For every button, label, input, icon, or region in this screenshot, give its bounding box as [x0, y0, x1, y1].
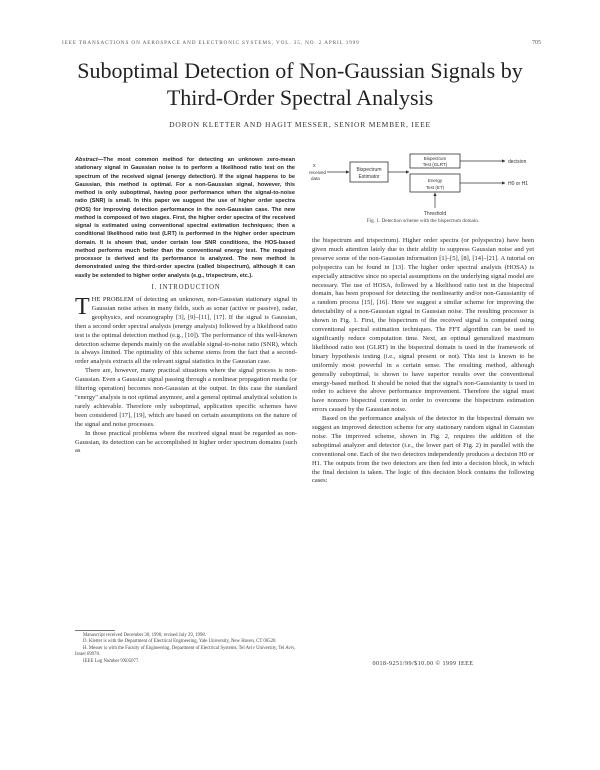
footnote-divider: [75, 630, 115, 631]
footnote-manuscript: Manuscript received December 30, 1996; revised July 29, 1998.: [83, 633, 206, 638]
fig-box3-line2: Test (ET): [425, 185, 445, 190]
right-paragraph-1: the bispectrum and trispectrum). Higher order spectra (or polyspectra) have been given much attention lately due to their ability to suppress Gaussian noise and yet preserve some of the non-Gaussian information [1]–[5], [8], [14]–[21]. A tutorial on polyspectra can be found in [13]. The higher order spectral analysis (HOSA) is especially attractive since no special assumptions on the underlying signal model are necessary. The use of HOSA, followed by a likelihood ratio test in the bispectral domain, has been proposed for detecting the nonlinearity and/or non-Gaussianity of a random process [15], [16]. Here we suggest a similar scheme for improving the detectability of a non-Gaussian signal in Gaussian noise. The resulting processor is shown in Fig. 1. First, the bispectrum of the received signal is computed using conventional spectral estimation techniques. The FFT algorithm can be used to significantly reduce computation time. Next, an optimal generalized maximum likelihood ratio test (GLRT) in the bispectral domain is used in the framework of binary hypothesis testing (i.e., signal present or not). This test is known to be uniformly most powerful in a certain sense. The resulting method, although generally suboptimal, is shown to have superior results over the conventional energy-based method. It should be noted that the signal's non-Gaussianity is used in order to achieve the above performance improvement. Therefore the signal must have nonzero bispectral content in order to overcome the bispectrum estimation errors caused by the Gaussian noise.: [312, 237, 534, 414]
fig-output-hypothesis: H0 or H1: [508, 181, 529, 187]
drop-cap: T: [75, 294, 90, 320]
fig-input-label-data: data: [311, 176, 320, 181]
fig-input-label-x: x: [313, 163, 316, 169]
intro-paragraph-3: In those practical problems where the received signal must be regarded as non-Gaussian, its detection can be accomplished in higher order spectrum domains (such as: [75, 429, 297, 455]
footnote-author-2: H. Messer is with the Faculty of Engineering, Department of Electrical Systems, Tel Aviv University, Tel Aviv, Israel 69978.: [75, 645, 296, 658]
fig-box1-line2: Estimator: [358, 174, 380, 180]
author-line: DORON KLETTER AND HAGIT MESSER, SENIOR MEMBER, IEEE: [169, 120, 431, 129]
fig-box2-line1: Bispectrum: [423, 156, 447, 161]
intro-paragraph-1: HE PROBLEM of detecting an unknown, non-Gaussian stationary signal in Gaussian noise arises in many fields, such as sonar (active or passive), radar, geophysics, and oceanography [3], [9]–[11], [17]. If the signal is Gaussian, then a second order spectral analysis (energy analysis) followed by a likelihood ratio test is the optimal detection method (e.g., [10]). The performance of this well-known detection scheme depends mainly on the available signal-to-noise ratio (SNR), which is always limited. The optimality of this scheme stems from the fact that a second-order analysis extracts all the relevant signal statistics in the Gaussian case.: [75, 296, 297, 366]
footnote-author-1: D. Kletter is with the Department of Electrical Engineering, Yale University, New Haven, CT 06520.: [83, 639, 277, 645]
footnotes: [75, 633, 297, 665]
abstract: [75, 156, 295, 279]
title-line-2: Third-Order Spectral Analysis: [166, 85, 434, 110]
paper-title: [60, 57, 540, 111]
fig-box1-line1: Bispectrum: [356, 167, 382, 173]
fig-box3-line1: Energy: [427, 178, 443, 183]
copyright-line: 0018-9251/99/$10.00 © 1999 IEEE: [372, 660, 474, 667]
right-column-body: [312, 237, 534, 655]
intro-paragraph-2: There are, however, many practical situations where the signal process is non-Gaussian. Even a Gaussian signal passing through a nonlinear propagation media (or filtering operation) becomes non-Gaussian at the output. In this case the standard "energy" analysis is not optimal anymore, and a general optimal analytical solution is rarely achievable. Therefore only suboptimal, application specific schemes have been considered [17], [19], which are based on certain assumptions on the nature of the signal and noise processes.: [75, 367, 297, 428]
abstract-lead: Abstract—: [75, 157, 104, 163]
page-number: 705: [532, 40, 541, 46]
footnote-log-number: IEEE Log Number 9X05077.: [83, 658, 140, 664]
fig-input-label-received: received: [309, 170, 327, 175]
fig-threshold-label: Threshold: [423, 211, 447, 217]
right-paragraph-2: Based on the performance analysis of the detector in the bispectral domain we suggest an improved detection scheme for any stationary random signal in Gaussian noise. The improved scheme, shown in Fig. 2, requires the addition of the suboptimal analyzer and detector (i.e., the lower part of Fig. 2) in parallel with the conventional one. Each of the two detectors independently produces a decision H0 or H1. The outputs from the two detectors are then fed into a decision block, in which the final decision is taken. The logic of this decision block contains the following cases:: [312, 415, 534, 485]
fig-output-decision: decision: [508, 159, 527, 165]
title-line-1: Suboptimal Detection of Non-Gaussian Signals by: [77, 58, 523, 83]
abstract-text: The most common method for detecting an unknown zero-mean stationary signal in Gaussian noise is to perform a likelihood ratio test on the spectrum of the received signal (energy detection). If the signal happens to be Gaussian, this method is optimal. For a non-Gaussian signal, however, this method is only suboptimal, having poor performance when the signal-to-noise ratio (SNR) is small. In this paper we suggest the use of higher order spectra (HOS) for improving detection performance in the non-Gaussian case. The new method is composed of two stages. First, the higher order spectra of the received signal is estimated using conventional spectral estimation techniques; then a conditional likelihood ratio test (LRT) is performed in the higher order spectrum domain. It is shown that, under certain low SNR conditions, the HOS-based method performs much better than the conventional energy test. The required processor is derived and its performance is analyzed. The new method is demonstrated using the third-order spectra (called bispectrum), although it can easily be extended to higher order analysis (e.g., trispectrum, etc.).: [75, 157, 295, 279]
running-head: IEEE TRANSACTIONS ON AEROSPACE AND ELECTRONIC SYSTEMS, VOL. 35, NO. 2 APRIL 1999: [62, 40, 360, 46]
figure-1-caption: Fig. 1. Detection scheme with the bispectrum domain.: [366, 218, 480, 224]
fig-box2-line2: Test (GLRT): [422, 162, 448, 167]
section-heading-introduction: I. INTRODUCTION: [151, 284, 221, 291]
introduction-body: [75, 296, 297, 626]
